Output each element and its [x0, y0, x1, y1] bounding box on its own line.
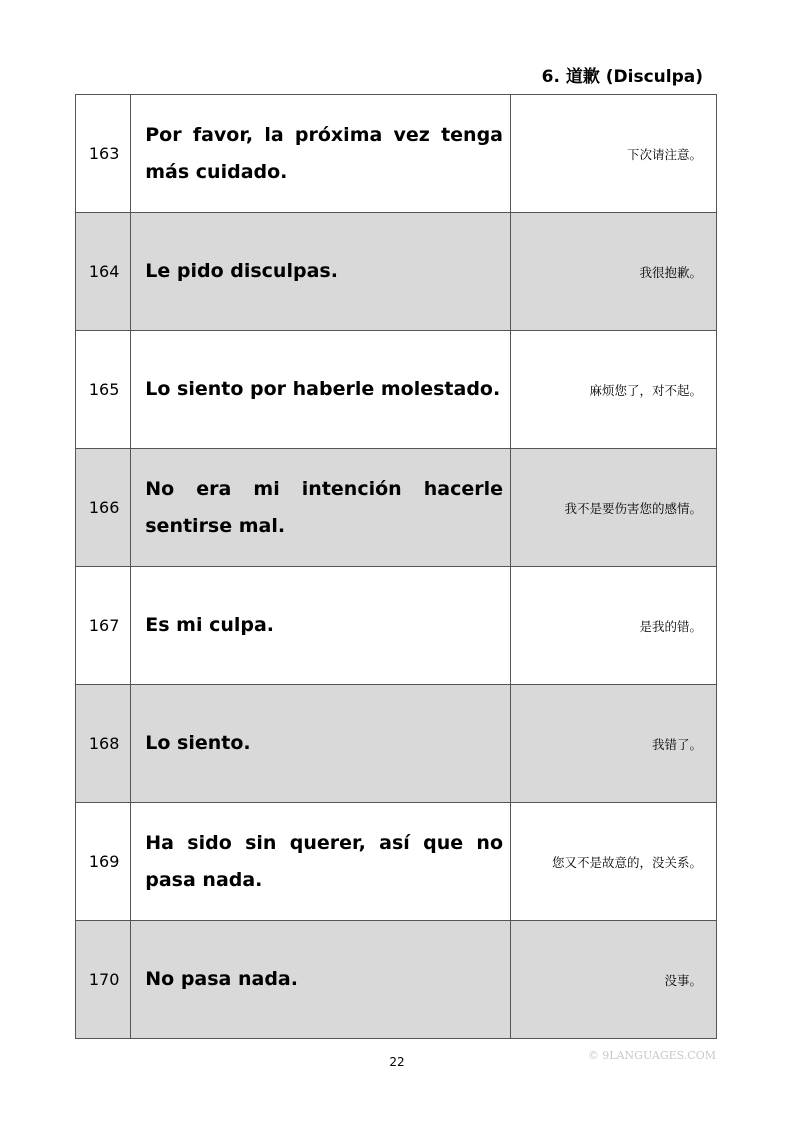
- phrase-number: 163: [76, 95, 131, 213]
- chinese-translation: 您又不是故意的，没关系。: [511, 803, 717, 921]
- spanish-phrase: Lo siento.: [131, 685, 511, 803]
- chinese-translation: 我很抱歉。: [511, 213, 717, 331]
- phrase-number: 167: [76, 567, 131, 685]
- section-title: 6. 道歉 (Disculpa): [541, 67, 703, 87]
- chinese-translation: 没事。: [511, 921, 717, 1039]
- watermark: © 9LANGUAGES.COM: [587, 1049, 716, 1062]
- phrase-number: 166: [76, 449, 131, 567]
- phrase-number: 164: [76, 213, 131, 331]
- chinese-translation: 我不是要伤害您的感情。: [511, 449, 717, 567]
- phrase-number: 169: [76, 803, 131, 921]
- table-row: [76, 213, 717, 331]
- table-row: [76, 921, 717, 1039]
- chinese-translation: 是我的错。: [511, 567, 717, 685]
- page-number: 22: [389, 1055, 405, 1069]
- table-row: [76, 567, 717, 685]
- spanish-phrase: Lo siento por haberle molestado.: [131, 331, 511, 449]
- table-row: [76, 331, 717, 449]
- spanish-phrase: Es mi culpa.: [131, 567, 511, 685]
- spanish-phrase: Ha sido sin querer, así que no pasa nada.: [131, 803, 511, 921]
- phrase-table: [75, 94, 717, 1039]
- chinese-translation: 麻烦您了，对不起。: [511, 331, 717, 449]
- table-row: [76, 803, 717, 921]
- spanish-phrase: Por favor, la próxima vez tenga más cuidado.: [131, 95, 511, 213]
- spanish-phrase: Le pido disculpas.: [131, 213, 511, 331]
- table-row: [76, 685, 717, 803]
- spanish-phrase: No era mi intención hacerle sentirse mal.: [131, 449, 511, 567]
- phrase-number: 170: [76, 921, 131, 1039]
- chinese-translation: 下次请注意。: [511, 95, 717, 213]
- phrase-number: 165: [76, 331, 131, 449]
- chinese-translation: 我错了。: [511, 685, 717, 803]
- spanish-phrase: No pasa nada.: [131, 921, 511, 1039]
- phrase-number: 168: [76, 685, 131, 803]
- table-row: [76, 95, 717, 213]
- table-row: [76, 449, 717, 567]
